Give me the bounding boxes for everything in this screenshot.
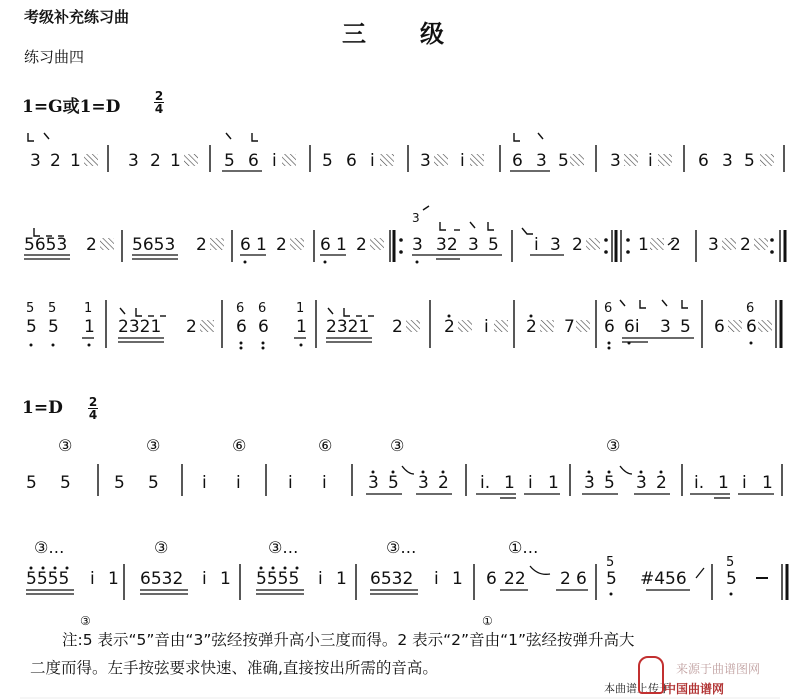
music-logo-icon	[638, 656, 664, 694]
svg-text:5: 5	[26, 317, 37, 337]
score-row-3	[26, 300, 781, 350]
svg-text:i: i	[528, 473, 533, 493]
svg-text:2: 2	[186, 317, 197, 337]
svg-text:3: 3	[420, 151, 431, 171]
svg-text:3: 3	[708, 235, 719, 255]
string-mark-3: ③	[58, 436, 73, 455]
svg-text:6: 6	[258, 301, 267, 316]
svg-text:6: 6	[258, 317, 269, 337]
svg-text:1: 1	[256, 235, 267, 255]
string-mark-3: ③	[606, 436, 621, 455]
svg-text:i: i	[202, 473, 207, 493]
grade-title: 三 级	[342, 20, 446, 48]
svg-text:5: 5	[604, 473, 615, 493]
svg-text:3: 3	[412, 211, 420, 225]
svg-text:i: i	[648, 151, 653, 171]
score-row-4	[26, 464, 782, 498]
score-row-2	[24, 206, 785, 264]
svg-text:6: 6	[746, 301, 755, 316]
string-mark-3-cont: ③…	[268, 538, 299, 557]
svg-text:5: 5	[48, 317, 59, 337]
string-mark-6: ⑥	[232, 436, 247, 455]
svg-text:i: i	[272, 151, 277, 171]
svg-text:2: 2	[392, 317, 403, 337]
svg-text:5: 5	[26, 301, 35, 316]
svg-text:5555: 5555	[26, 569, 70, 589]
string-mark-6: ⑥	[318, 436, 333, 455]
footnote-line-2: 二度而得。左手按弦要求快速、准确,直接按出所需的音高。	[30, 659, 438, 677]
string-mark-3-cont: ③…	[34, 538, 65, 557]
svg-text:i: i	[202, 569, 207, 589]
svg-text:3: 3	[412, 235, 423, 255]
svg-text:7: 7	[564, 317, 575, 337]
svg-text:2: 2	[656, 473, 667, 493]
svg-text:i: i	[90, 569, 95, 589]
svg-text:2321: 2321	[326, 317, 370, 337]
svg-text:5: 5	[606, 569, 617, 589]
svg-text:1: 1	[336, 569, 347, 589]
svg-text:6: 6	[486, 569, 497, 589]
string-mark-3-cont: ③…	[386, 538, 417, 557]
svg-text:5: 5	[114, 473, 125, 493]
svg-text:5: 5	[148, 473, 159, 493]
svg-text:6: 6	[248, 151, 259, 171]
svg-text:32: 32	[436, 235, 458, 255]
svg-text:i: i	[288, 473, 293, 493]
time-top: 2	[154, 89, 164, 103]
svg-text:1: 1	[718, 473, 729, 493]
svg-text:1: 1	[336, 235, 347, 255]
svg-text:5: 5	[744, 151, 755, 171]
svg-text:5: 5	[606, 555, 615, 570]
svg-text:i: i	[742, 473, 747, 493]
svg-text:i: i	[370, 151, 375, 171]
time-bottom: 4	[154, 102, 164, 116]
svg-text:3: 3	[536, 151, 547, 171]
watermark-top: 来源于曲谱图网	[676, 662, 761, 676]
time-top: 2	[88, 395, 98, 409]
svg-text:5: 5	[680, 317, 691, 337]
svg-text:1: 1	[220, 569, 231, 589]
svg-text:1: 1	[504, 473, 515, 493]
piece-title: 练习曲四	[24, 48, 85, 66]
svg-text:1: 1	[84, 301, 93, 316]
svg-text:2: 2	[444, 317, 455, 337]
svg-text:i: i	[534, 235, 539, 255]
svg-text:5: 5	[488, 235, 499, 255]
svg-text:2: 2	[438, 473, 449, 493]
svg-text:3: 3	[468, 235, 479, 255]
svg-text:i.: i.	[480, 473, 491, 493]
score-row-1	[28, 133, 784, 172]
svg-text:3: 3	[636, 473, 647, 493]
svg-text:6532: 6532	[140, 569, 184, 589]
svg-text:5: 5	[224, 151, 235, 171]
svg-text:6: 6	[236, 317, 247, 337]
svg-text:5: 5	[558, 151, 569, 171]
svg-text:i: i	[318, 569, 323, 589]
svg-text:2: 2	[150, 151, 161, 171]
key-signature-1: 1=G或1=D	[22, 97, 121, 117]
svg-text:5: 5	[726, 555, 735, 570]
svg-text:2: 2	[86, 235, 97, 255]
svg-text:2321: 2321	[118, 317, 162, 337]
svg-text:1: 1	[638, 235, 649, 255]
svg-text:6: 6	[320, 235, 331, 255]
svg-text:6: 6	[236, 301, 245, 316]
svg-text:i: i	[434, 569, 439, 589]
key-signature-2: 1=D	[22, 398, 63, 418]
note-text: 3	[30, 151, 41, 171]
svg-text:5: 5	[388, 473, 399, 493]
svg-text:2: 2	[670, 235, 681, 255]
svg-text:5: 5	[48, 301, 57, 316]
svg-text:#456: #456	[640, 569, 687, 589]
time-bottom: 4	[88, 408, 98, 422]
svg-text:2: 2	[740, 235, 751, 255]
svg-text:5: 5	[26, 473, 37, 493]
string-mark-1-cont: ①…	[508, 538, 539, 557]
footnote-line-1: 注:5 表示“5”音由“3”弦经按弹升高小三度而得。2 表示“2”音由“1”弦经按弹升高大	[62, 631, 635, 649]
svg-text:1: 1	[548, 473, 559, 493]
svg-text:5555: 5555	[256, 569, 300, 589]
svg-text:3: 3	[550, 235, 561, 255]
source-label: 本曲谱上传于	[604, 682, 670, 695]
book-title: 考级补充练习曲	[24, 8, 130, 26]
svg-text:5653: 5653	[24, 235, 68, 255]
svg-text:6: 6	[714, 317, 725, 337]
svg-text:1: 1	[84, 317, 95, 337]
svg-text:6: 6	[604, 301, 613, 316]
svg-text:1: 1	[762, 473, 773, 493]
svg-text:6: 6	[240, 235, 251, 255]
svg-text:6: 6	[512, 151, 523, 171]
svg-text:5: 5	[60, 473, 71, 493]
svg-text:5: 5	[726, 569, 737, 589]
svg-text:2: 2	[560, 569, 571, 589]
svg-text:3: 3	[722, 151, 733, 171]
svg-text:6: 6	[746, 317, 757, 337]
svg-text:1: 1	[70, 151, 81, 171]
svg-text:3: 3	[610, 151, 621, 171]
svg-text:6: 6	[604, 317, 615, 337]
svg-text:3: 3	[418, 473, 429, 493]
svg-text:5: 5	[322, 151, 333, 171]
svg-text:2: 2	[572, 235, 583, 255]
svg-text:3: 3	[660, 317, 671, 337]
string-mark-3: ③	[154, 538, 169, 557]
svg-text:2: 2	[196, 235, 207, 255]
svg-text:1: 1	[170, 151, 181, 171]
svg-text:2: 2	[526, 317, 537, 337]
footnote-mark-1: ①	[482, 614, 493, 628]
string-mark-3: ③	[146, 436, 161, 455]
score-row-5	[26, 555, 787, 600]
svg-text:6: 6	[346, 151, 357, 171]
svg-text:2: 2	[276, 235, 287, 255]
svg-text:6: 6	[698, 151, 709, 171]
svg-text:2: 2	[356, 235, 367, 255]
svg-text:i: i	[484, 317, 489, 337]
svg-text:6i: 6i	[624, 317, 640, 337]
svg-text:5653: 5653	[132, 235, 176, 255]
string-mark-3: ③	[390, 436, 405, 455]
svg-text:3: 3	[584, 473, 595, 493]
svg-text:3: 3	[128, 151, 139, 171]
svg-text:i: i	[460, 151, 465, 171]
svg-text:i.: i.	[694, 473, 705, 493]
svg-text:3: 3	[368, 473, 379, 493]
svg-text:1: 1	[296, 317, 307, 337]
svg-text:22: 22	[504, 569, 526, 589]
svg-text:6: 6	[576, 569, 587, 589]
svg-text:i: i	[322, 473, 327, 493]
svg-text:2: 2	[50, 151, 61, 171]
svg-text:1: 1	[452, 569, 463, 589]
svg-text:6532: 6532	[370, 569, 414, 589]
svg-text:1: 1	[108, 569, 119, 589]
svg-text:1: 1	[296, 301, 305, 316]
svg-text:i: i	[236, 473, 241, 493]
footnote-mark-3: ③	[80, 614, 91, 628]
watermark-brand: 中国曲谱网	[664, 682, 725, 696]
